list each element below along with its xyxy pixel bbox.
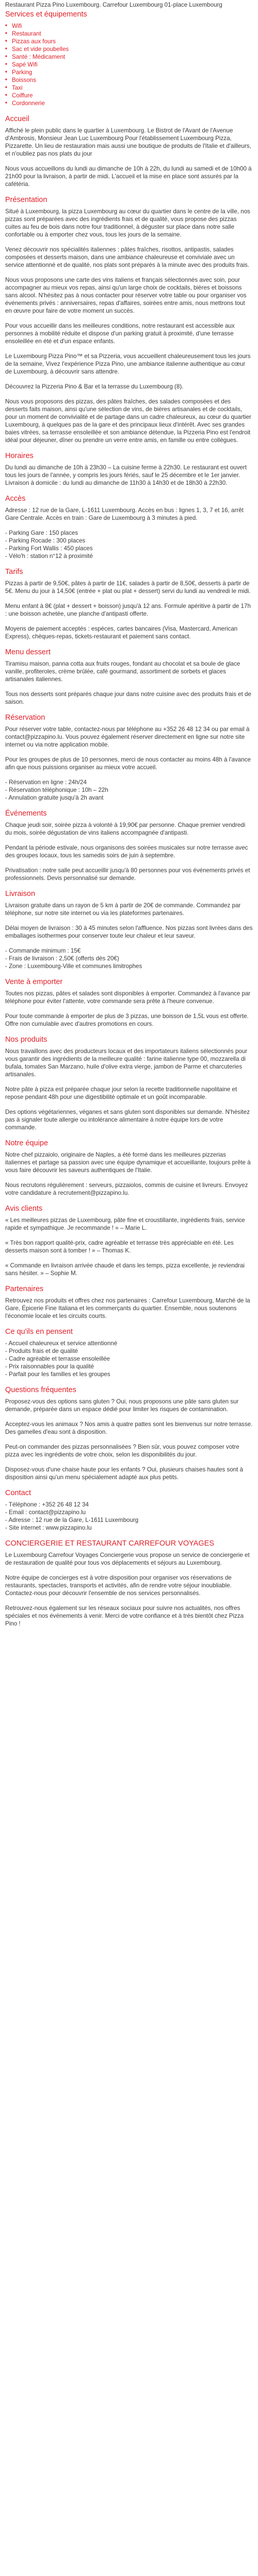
service-link[interactable] [5, 45, 253, 53]
paragraph: Privatisation : notre salle peut accueillir jusqu'à 80 personnes pour vos événements privés et professionnels. Devis personnalisé sur demande. [5, 867, 250, 882]
section-title-accueil: Accueil [5, 115, 29, 123]
list-item: - Accueil chaleureux et service attentionné [5, 1340, 118, 1347]
square-bullet-icon: ■ [5, 40, 7, 43]
section-title-dessert: Menu dessert [5, 648, 51, 656]
square-bullet-icon: ■ [5, 24, 7, 27]
section-title-produits: Nos produits [5, 1036, 47, 1044]
paragraph: Notre chef pizzaiolo, originaire de Naples, a été formé dans les meilleures pizzerias italiennes et partage sa passion avec une équipe dynamique et accueillante, toujours prête à vous faire découvrir les saveurs authentiques de l'Italie. [5, 1151, 251, 1174]
service-label[interactable]: Boissons [12, 77, 37, 83]
list-item: - Annulation gratuite jusqu'à 2h avant [5, 794, 104, 801]
paragraph: Nous vous proposons une carte des vins italiens et français sélectionnés avec soin, pour accompagner au mieux vos repas, ainsi qu'un large choix de cocktails, bières et boissons sans alcool. N'hésitez pas à nous contacter pour réserver votre table ou pour organiser vos événements privés : anniversaires, repas d'affaires, soirées entre amis, nous mettrons tout en œuvre pour faire de votre moment un succès. [5, 277, 247, 314]
paragraph: « Très bon rapport qualité-prix, cadre agréable et terrasse très appréciable en été. Les desserts maison sont à tomber ! » – Thomas K. [5, 1240, 234, 1254]
paragraph: Situé à Luxembourg, la pizza Luxembourg au cœur du quartier dans le centre de la ville, nos pizzas sont préparées avec des ingrédients frais et de qualité, vous propose des pizzas cuites au feu de bois dans notre four traditionnel, à déguster sur place dans notre salle confortable ou à emporter chez vous, tous les jours de la semaine. [5, 208, 250, 238]
list-item: - Vélo'h : station n°12 à proximité [5, 553, 93, 560]
service-link[interactable] [5, 99, 253, 107]
reserve-list [5, 778, 253, 802]
section-title-evenements: Événements [5, 809, 47, 818]
paragraph: Pizzas à partir de 9,50€, pâtes à partir de 11€, salades à partir de 8,50€, desserts à partir de 5€. Menu du jour à 14,50€ (entrée + plat ou plat + dessert) servi du lundi au vendredi le midi. [5, 580, 251, 595]
square-bullet-icon: ■ [5, 101, 7, 105]
list-item: - Email : contact@pizzapino.lu [5, 1509, 86, 1516]
service-label[interactable]: Sapé Wifi [12, 61, 38, 68]
service-link[interactable] [5, 84, 253, 92]
square-bullet-icon: ■ [5, 71, 7, 74]
paragraph: Menu enfant à 8€ (plat + dessert + boisson) jusqu'à 12 ans. Formule apéritive à partir de 17h : une boisson achetée, une planche d'antipasti offerte. [5, 603, 251, 617]
section-title-livraison: Livraison [5, 890, 36, 898]
list-item: - Téléphone : +352 26 48 12 34 [5, 1501, 89, 1508]
service-link[interactable] [5, 61, 253, 69]
list-item: - Site internet : www.pizzapino.lu [5, 1524, 92, 1531]
paragraph: Pour réserver votre table, contactez-nous par téléphone au +352 26 48 12 34 ou par email à contact@pizzapino.lu. Vous pouvez également réserver directement en ligne sur notre site internet ou via notre application mobile. [5, 726, 250, 748]
service-link[interactable] [5, 30, 253, 38]
paragraph: Chaque jeudi soir, soirée pizza à volonté à 19,90€ par personne. Chaque premier vendredi du mois, soirée dégustation de vins italiens accompagnée d'antipasti. [5, 822, 246, 836]
square-bullet-icon: ■ [5, 94, 7, 97]
service-link[interactable] [5, 38, 253, 45]
paragraph: Délai moyen de livraison : 30 à 45 minutes selon l'affluence. Nos pizzas sont livrées dans des emballages isothermes pour conserver toute leur chaleur et leur saveur. [5, 925, 253, 939]
paragraph: Des options végétariennes, véganes et sans gluten sont disponibles sur demande. N'hésitez pas à signaler toute allergie ou intolérance alimentaire à notre équipe lors de votre commande. [5, 1109, 250, 1131]
square-bullet-icon: ■ [5, 47, 7, 50]
list-item: - Zone : Luxembourg-Ville et communes limitrophes [5, 963, 142, 970]
list-item: - Réservation téléphonique : 10h – 22h [5, 787, 108, 793]
service-link[interactable] [5, 76, 253, 84]
section-title-presentation: Présentation [5, 196, 47, 204]
square-bullet-icon: ■ [5, 55, 7, 58]
intro-text: Restaurant Pizza Pino Luxembourg. Carrefour Luxembourg 01-place Luxembourg [5, 2, 222, 8]
paragraph: « Commande en livraison arrivée chaude et dans les temps, pizza excellente, je reviendrai sans hésiter. » – Sophie M. [5, 1262, 245, 1277]
square-bullet-icon: ■ [5, 86, 7, 89]
paragraph: Nous vous proposons des pizzas, des pâtes fraîches, des salades composées et des desserts faits maison, ainsi qu'une sélection de vins, de bières artisanales et de cocktails, pour un moment de convivialité et de partage dans un cadre chaleureux, au cœur du quartier Luxembourg, à quelques pas de la gare et des principaux lieux d'intérêt. Avec ses grandes baies vitrées, sa terrasse ensoleillée et son ambiance détendue, la Pizzeria Pino est l'endroit idéal pour déjeuner, dîner ou prendre un verre entre amis, en famille ou entre collègues. [5, 398, 251, 444]
square-bullet-icon: ■ [5, 32, 7, 35]
paragraph: Venez découvrir nos spécialités italiennes : pâtes fraîches, risottos, antipastis, salades composées et desserts maison, dans une ambiance chaleureuse et conviviale avec un service attentionné et de qualité, nos plats sont préparés à la minute avec des produits frais. [5, 246, 250, 268]
square-bullet-icon: ■ [5, 78, 7, 81]
paragraph: Toutes nos pizzas, pâtes et salades sont disponibles à emporter. Commandez à l'avance par téléphone pour éviter l'attente, votre commande sera prête à l'heure convenue. [5, 990, 251, 1005]
service-label[interactable]: Parking [12, 69, 33, 76]
paragraph: Tous nos desserts sont préparés chaque jour dans notre cuisine avec des produits frais et de saison. [5, 691, 251, 705]
paragraph: Notre pâte à pizza est préparée chaque jour selon la recette traditionnelle napolitaine et repose pendant 48h pour une digestibilité optimale et un goût incomparable. [5, 1086, 237, 1100]
service-link[interactable] [5, 22, 253, 30]
service-label[interactable]: Sac et vide poubelles [12, 46, 69, 53]
list-item: - Parfait pour les familles et les groupes [5, 1371, 110, 1378]
section-title-reservation: Réservation [5, 714, 45, 722]
list-item: - Parking Fort Wallis : 450 places [5, 545, 93, 552]
paragraph: Pour les groupes de plus de 10 personnes, merci de nous contacter au moins 48h à l'avance afin que nous puissions organiser au mieux votre accueil. [5, 756, 251, 771]
section-title-emporter: Vente à emporter [5, 978, 63, 986]
paragraph: Affiché le plein public dans le quartier à Luxembourg. Le Bistrot de l'Avant de l'Avenue d'Ambrosis, Monsieur Jean Luc Luxembourg Pour l'établissement Luxembourg Pizza, Pizzarette. Un lieu de restauration mais aussi une boutique de produits de l'Italie et d'ailleurs, et n'oubliez pas nos plats du jour [5, 127, 251, 157]
section-title-avis: Avis clients [5, 1205, 43, 1213]
section-title-equipe: Notre équipe [5, 1139, 49, 1147]
paragraph: Le Luxembourg Pizza Pino™ et sa Pizzeria, vous accueillent chaleureusement tous les jours de la semaine, Vivez l'expérience Pizza Pino, une ambiance italienne authentique au cœur de Luxembourg, à découvrir sans attendre. [5, 353, 251, 375]
service-link[interactable] [5, 92, 253, 99]
paragraph: « Les meilleures pizzas de Luxembourg, pâte fine et croustillante, ingrédients frais, service rapide et sympathique. Je recommande ! » – Marie L. [5, 1217, 245, 1231]
list-item: - Commande minimum : 15€ [5, 947, 81, 954]
service-link[interactable] [5, 53, 253, 61]
section-title-contact: Contact [5, 1489, 31, 1497]
service-label[interactable]: Cordonnerie [12, 100, 45, 107]
section-title-tarifs: Tarifs [5, 568, 23, 576]
section-title-faq: Questions fréquentes [5, 1386, 76, 1394]
list-item: - Produits frais et de qualité [5, 1348, 78, 1354]
list-item: - Parking Gare : 150 places [5, 530, 78, 536]
paragraph: Adresse : 12 rue de la Gare, L-1611 Luxembourg. Accès en bus : lignes 1, 3, 7 et 16, arrêt Gare Centrale. Accès en train : Gare de Luxembourg à 3 minutes à pied. [5, 507, 244, 521]
paragraph: Le Luxembourg Carrefour Voyages Conciergerie vous propose un service de conciergerie et de restauration de qualité pour tous vos déplacements et séjours au Luxembourg. [5, 1552, 250, 1566]
paragraph: Livraison gratuite dans un rayon de 5 km à partir de 20€ de commande. Commandez par téléphone, sur notre site internet ou via les plateformes partenaires. [5, 902, 241, 917]
section-title-horaires: Horaires [5, 452, 34, 460]
paragraph: Nous travaillons avec des producteurs locaux et des importateurs italiens sélectionnés pour vous garantir des ingrédients de la meilleure qualité : farine italienne type 00, mozzarella di bufala, tomates San Marzano, huile d'olive extra vierge, jambon de Parme et charcuteries artisanales. [5, 1048, 248, 1078]
acces-list [5, 529, 253, 560]
service-label[interactable]: Wifi [12, 23, 22, 29]
paragraph: Nous recrutons régulièrement : serveurs, pizzaiolos, commis de cuisine et livreurs. Envoyez votre candidature à recrutement@pizzapino.lu. [5, 1182, 248, 1196]
list-item: - Adresse : 12 rue de la Gare, L-1611 Luxembourg [5, 1517, 139, 1523]
paragraph: Retrouvez-nous également sur les réseaux sociaux pour suivre nos actualités, nos offres spéciales et nos événements à venir. Merci de votre confiance et à très bientôt chez Pizza Pino ! [5, 1605, 244, 1627]
service-link[interactable] [5, 69, 253, 76]
service-label[interactable]: Santé : Médicament [12, 54, 66, 60]
section-title-partenaires: Partenaires [5, 1285, 44, 1293]
paragraph: Nous vous accueillons du lundi au dimanche de 10h à 22h, du lundi au samedi et de 10h00 à 21h00 pour la livraison, à partir de midi. L'accueil et la mise en place sont assurés par la cafétéria. [5, 165, 252, 188]
services-list [5, 22, 253, 107]
paragraph: Pour toute commande à emporter de plus de 3 pizzas, une boisson de 1,5L vous est offerte. Offre non cumulable avec d'autres promotions en cours. [5, 1013, 249, 1027]
paragraph: Découvrez la Pizzeria Pino & Bar et la terrasse du Luxembourg (8). [5, 383, 184, 390]
paragraph: Disposez-vous d'une chaise haute pour les enfants ? Oui, plusieurs chaises hautes sont à disposition ainsi qu'un menu spécialement adapté aux plus petits. [5, 1466, 244, 1481]
livraison-list [5, 947, 253, 970]
paragraph: Peut-on commander des pizzas personnalisées ? Bien sûr, vous pouvez composer votre pizza avec les ingrédients de votre choix, selon les disponibilités du jour. [5, 1444, 239, 1458]
paragraph: Proposez-vous des options sans gluten ? Oui, nous proposons une pâte sans gluten sur demande, préparée dans un espace dédié pour limiter les risques de contamination. [5, 1398, 239, 1413]
section-title-acces: Accès [5, 495, 26, 503]
square-bullet-icon: ■ [5, 63, 7, 66]
contact-list [5, 1501, 253, 1532]
service-label[interactable]: Coiffure [12, 92, 33, 99]
paragraph: Notre équipe de concierges est à votre disposition pour organiser vos réservations de restaurants, spectacles, transports et activités, afin de rendre votre séjour inoubliable. Contactez-nous pour découvrir l'ensemble de nos services personnalisés. [5, 1574, 232, 1597]
paragraph: Pendant la période estivale, nous organisons des soirées musicales sur notre terrasse avec des groupes locaux, tous les samedis soirs de juin à septembre. [5, 844, 248, 859]
paragraph: Retrouvez nos produits et offres chez nos partenaires : Carrefour Luxembourg, Marché de la Gare, Épicerie Fine Italiana et les commerçants du quartier. Ensemble, nous soutenons l'économie locale et les circuits courts. [5, 1297, 250, 1319]
list-item: - Réservation en ligne : 24h/24 [5, 779, 87, 786]
paragraph: Du lundi au dimanche de 10h à 23h30 – La cuisine ferme à 22h30. Le restaurant est ouvert tous les jours de l'année, y compris les jours fériés, sauf le 25 décembre et le 1er janvier. Livraison à domicile : du lundi au dimanche de 11h30 à 14h30 et de 18h30 à 22h30. [5, 464, 247, 486]
service-label[interactable]: Pizzas aux fours [12, 38, 56, 45]
section-title-ccp: Ce qu'ils en pensent [5, 1328, 73, 1336]
list-item: - Cadre agréable et terrasse ensoleillée [5, 1355, 110, 1362]
section-title-footer: CONCIERGERIE ET RESTAURANT CARREFOUR VOYAGES [5, 1539, 214, 1548]
list-item: - Frais de livraison : 2,50€ (offerts dès 20€) [5, 955, 119, 962]
service-label[interactable]: Taxi [12, 84, 23, 91]
paragraph: Tiramisu maison, panna cotta aux fruits rouges, fondant au chocolat et sa boule de glace vanille, profiteroles, crème brûlée, café gourmand, assortiment de sorbets et glaces artisanales italiennes. [5, 660, 240, 683]
paragraph: Pour vous accueillir dans les meilleures conditions, notre restaurant est accessible aux personnes à mobilité réduite et dispose d'un parking gratuit à proximité, d'une terrasse ensoleillée en été et d'un espace enfants. [5, 323, 235, 345]
service-label[interactable]: Restaurant [12, 30, 41, 37]
ccp-list [5, 1340, 253, 1378]
list-item: - Parking Rocade : 300 places [5, 537, 86, 544]
paragraph: Acceptez-vous les animaux ? Nos amis à quatre pattes sont les bienvenus sur notre terrasse. Des gamelles d'eau sont à disposition. [5, 1421, 253, 1435]
list-item: - Prix raisonnables pour la qualité [5, 1363, 94, 1370]
paragraph: Moyens de paiement acceptés : espèces, cartes bancaires (Visa, Mastercard, American Express), chèques-repas, tickets-restaurant et paiement sans contact. [5, 625, 238, 640]
section-title-services: Services et équipements [5, 10, 87, 19]
